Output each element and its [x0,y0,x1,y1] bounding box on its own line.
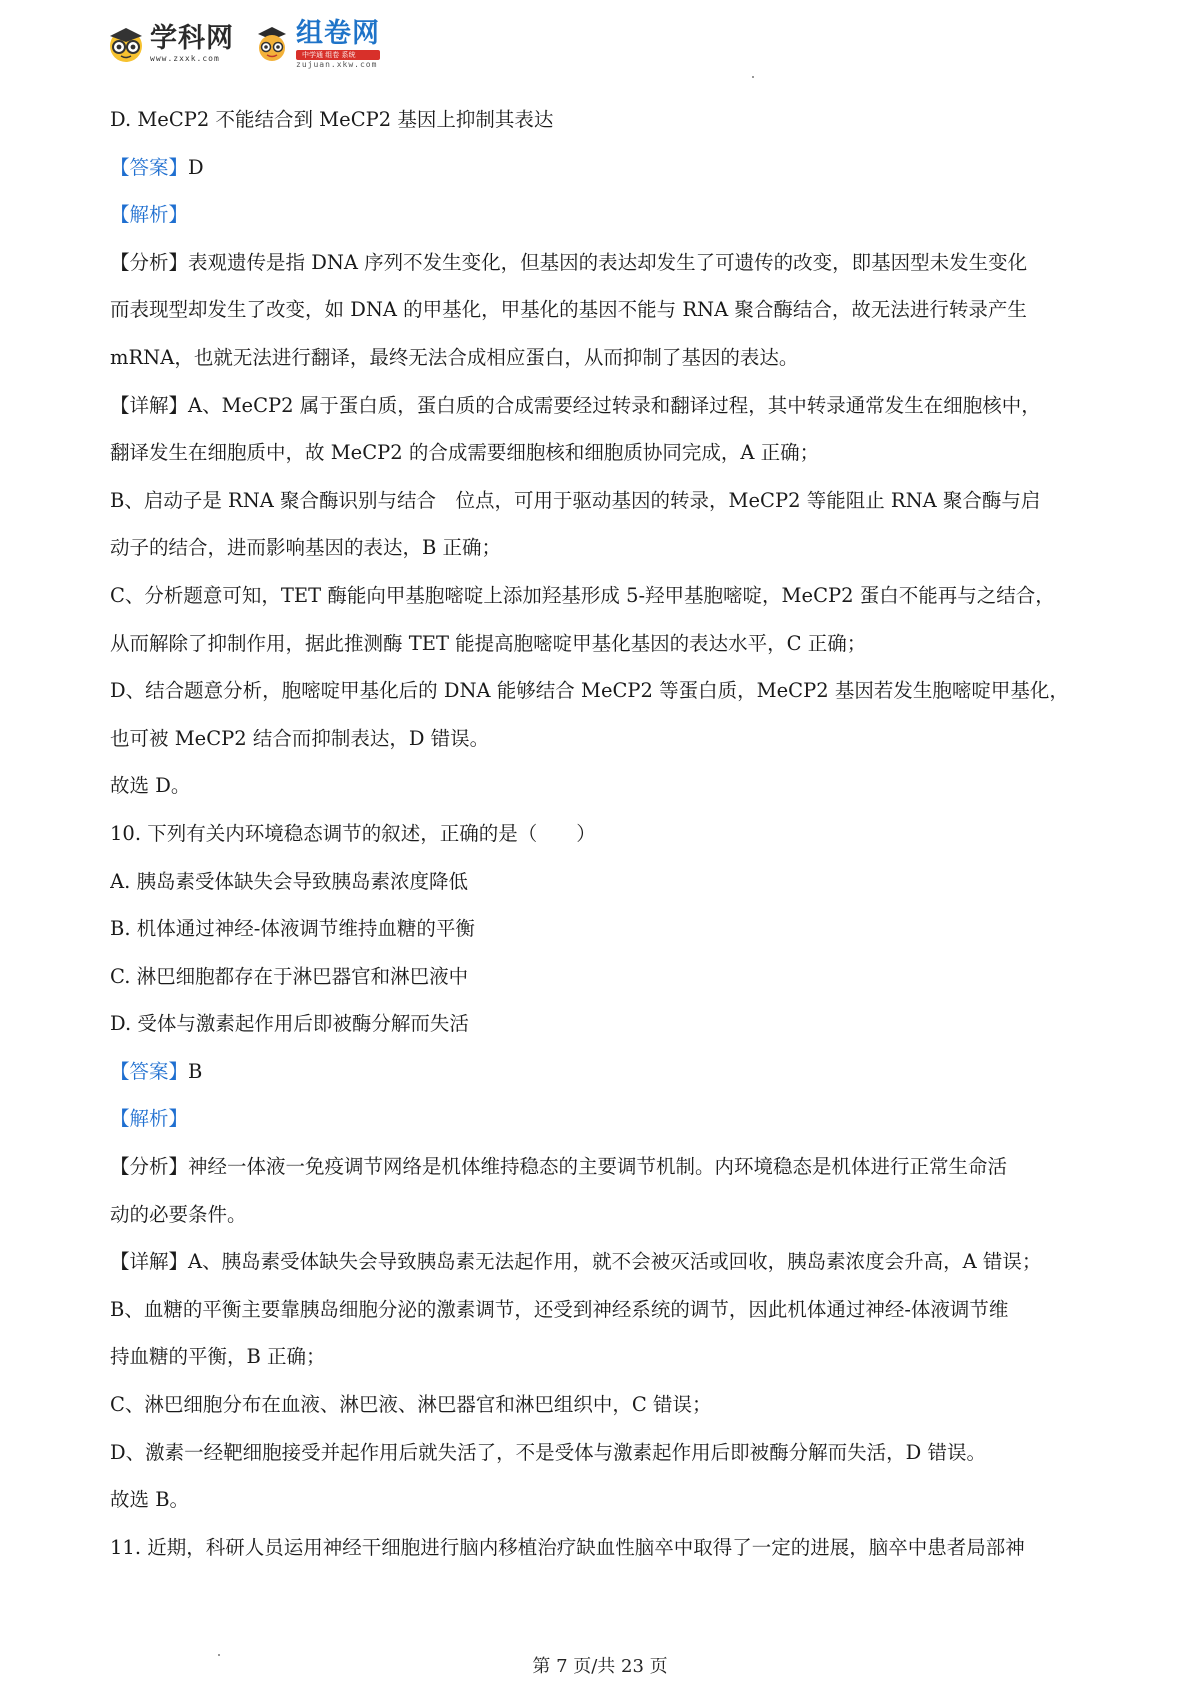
line-text: 11. 近期，科研人员运用神经干细胞进行脑内移植治疗缺血性脑卒中取得了一定的进展，脑卒中患者局部神 [110,1535,1025,1559]
line-text: 10. 下列有关内环境稳态调节的叙述，正确的是（ ） [110,821,596,845]
document-body [110,96,1100,1571]
zxxk-logo-url: www.zxxk.com [150,54,220,63]
line-text: 动子的结合，进而影响基因的表达，B 正确； [110,536,502,560]
text-line [110,477,1100,525]
text-line [110,429,1100,477]
line-text: 持血糖的平衡，B 正确； [110,1345,326,1369]
text-line [110,1191,1100,1239]
section-tag: 【答案】 [110,1059,189,1083]
text-line [110,1143,1100,1191]
text-line [110,144,1100,192]
section-tag: 【答案】 [110,155,189,179]
text-line [110,1000,1100,1048]
line-text: 【分析】神经一体液一免疫调节网络是机体维持稳态的主要调节机制。内环境稳态是机体进行正常生命活 [110,1155,1008,1179]
text-line [110,667,1100,715]
line-text: 【详解】A、MeCP2 属于蛋白质，蛋白质的合成需要经过转录和翻译过程，其中转录通常发生在细胞核中， [110,393,1041,417]
text-line [110,1286,1100,1334]
owl-face-icon [106,24,146,64]
text-line [110,810,1100,858]
page-number: 第 7 页/共 23 页 [532,1656,668,1677]
line-text: C. 淋巴细胞都存在于淋巴器官和淋巴液中 [110,964,469,988]
text-line [110,620,1100,668]
text-line [110,191,1100,239]
line-text: D、激素一经靶细胞接受并起作用后就失活了，不是受体与激素起作用后即被酶分解而失活，D 错误。 [110,1440,986,1464]
line-text: C、淋巴细胞分布在血液、淋巴液、淋巴器官和淋巴组织中，C 错误； [110,1393,712,1417]
line-text: 故选 B。 [110,1488,190,1512]
zujuan-logo-url: zujuan.xkw.com [296,59,378,69]
scan-dot [752,76,754,78]
text-line [110,1429,1100,1477]
text-line [110,382,1100,430]
line-text: B [188,1059,203,1083]
text-line [110,96,1100,144]
zujuan-logo-text: 组卷网 [296,17,380,49]
text-line [110,762,1100,810]
text-line [110,239,1100,287]
line-text: 翻译发生在细胞质中，故 MeCP2 的合成需要细胞核和细胞质协同完成，A 正确； [110,441,820,465]
line-text: D. 受体与激素起作用后即被酶分解而失活 [110,1012,469,1036]
text-line [110,524,1100,572]
line-text: 【分析】表观遗传是指 DNA 序列不发生变化，但基因的表达却发生了可遗传的改变，即基因型未发生变化 [110,250,1028,274]
text-line [110,858,1100,906]
site-header [106,18,380,70]
line-text: D. MeCP2 不能结合到 MeCP2 基因上抑制其表达 [110,108,554,131]
text-line [110,1048,1100,1096]
zxxk-logo[interactable] [106,24,234,64]
line-text: 【详解】A、胰岛素受体缺失会导致胰岛素无法起作用，就不会被灭活或回收，胰岛素浓度会升高，A 错误； [110,1250,1042,1274]
text-line [110,1476,1100,1524]
line-text: D [188,155,204,179]
text-line [110,1238,1100,1286]
line-text: 而表现型却发生了改变，如 DNA 的甲基化，甲基化的基因不能与 RNA 聚合酶结合，故无法进行转录产生 [110,298,1027,322]
text-line [110,1381,1100,1429]
zxxk-logo-text: 学科网 [150,23,234,54]
line-text: 从而解除了抑制作用，据此推测酶 TET 能提高胞嘧啶甲基化基因的表达水平，C 正确； [110,631,867,655]
text-line [110,334,1100,382]
text-line [110,1524,1100,1572]
line-text: mRNA，也就无法进行翻译，最终无法合成相应蛋白，从而抑制了基因的表达。 [110,345,799,369]
line-text: B、启动子是 RNA 聚合酶识别与结合 位点，可用于驱动基因的转录，MeCP2 等能阻止 RNA 聚合酶与启 [110,488,1041,512]
section-tag: 【解析】 [110,1107,189,1131]
line-text: D、结合题意分析，胞嘧啶甲基化后的 DNA 能够结合 MeCP2 等蛋白质，MeCP2 基因若发生胞嘧啶甲基化， [110,679,1069,703]
text-line [110,715,1100,763]
text-line [110,953,1100,1001]
line-text: 故选 D。 [110,774,191,798]
student-mascot-icon [252,24,292,64]
line-text: A. 胰岛素受体缺失会导致胰岛素浓度降低 [110,869,468,893]
zujuan-logo[interactable] [252,19,380,70]
line-text: 也可被 MeCP2 结合而抑制表达，D 错误。 [110,726,490,750]
line-text: B、血糖的平衡主要靠胰岛细胞分泌的激素调节，还受到神经系统的调节，因此机体通过神经-体液调节维 [110,1297,1009,1321]
text-line [110,905,1100,953]
line-text: 动的必要条件。 [110,1202,247,1226]
text-line [110,1333,1100,1381]
line-text: C、分析题意可知，TET 酶能向甲基胞嘧啶上添加羟基形成 5-羟甲基胞嘧啶，MeCP2 蛋白不能再与之结合， [110,583,1055,607]
text-line [110,286,1100,334]
zujuan-logo-badge: 中学通 组卷 系统 [296,50,380,60]
line-text: B. 机体通过神经-体液调节维持血糖的平衡 [110,917,475,941]
section-tag: 【解析】 [110,203,189,227]
text-line [110,572,1100,620]
text-line [110,1095,1100,1143]
